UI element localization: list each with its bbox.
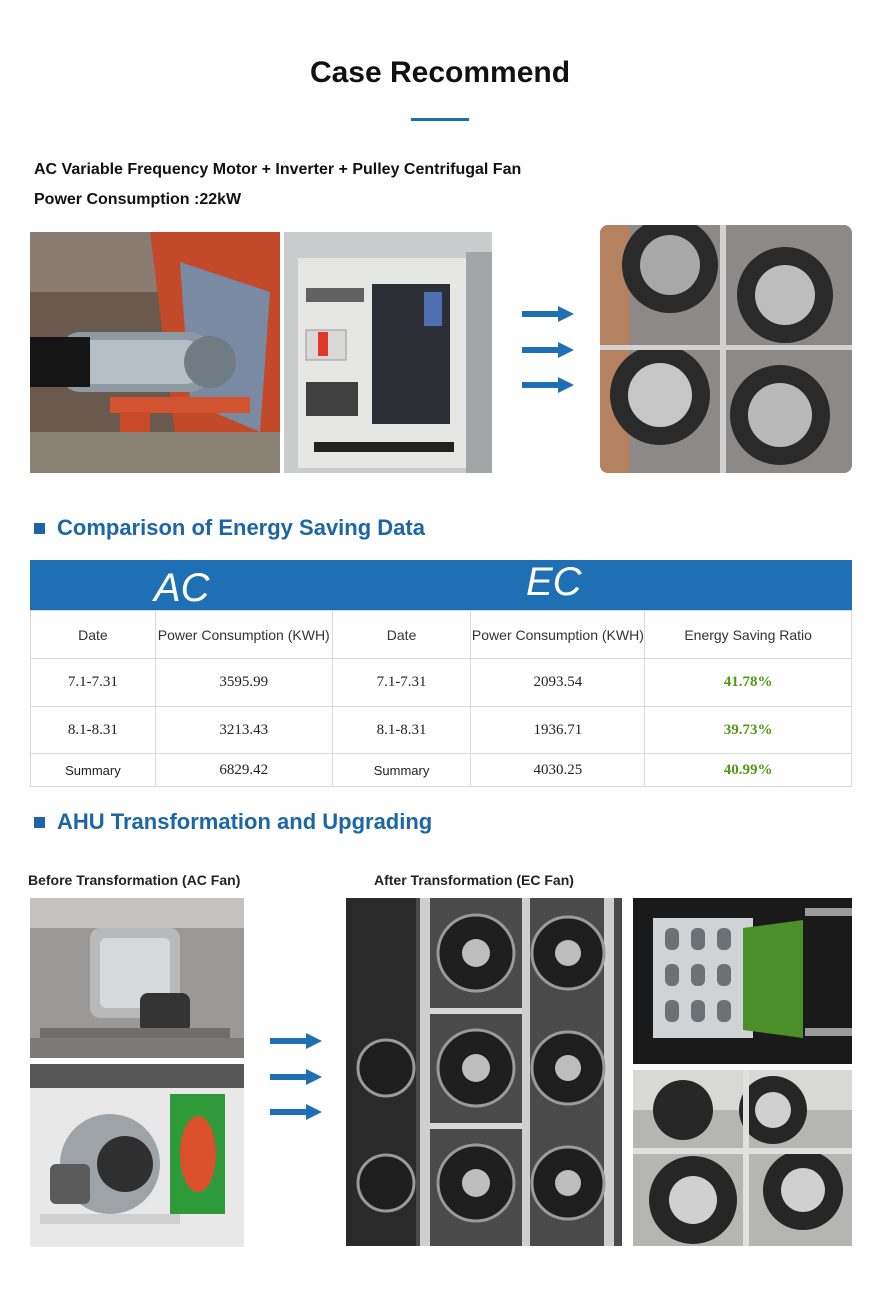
header-cell: Date [31, 611, 156, 659]
section-ahu-heading [34, 809, 432, 835]
table-row [31, 754, 852, 787]
before-ac-fan-photo-2 [30, 1064, 244, 1247]
energy-saving-table [30, 560, 852, 786]
arrow-right-icon [522, 306, 574, 322]
header-cell: Power Consumption (KWH) [471, 611, 645, 659]
subtitle-power: Power Consumption :22kW [34, 191, 242, 208]
section-heading-text: Comparison of Energy Saving Data [57, 515, 425, 540]
table-row [31, 707, 852, 754]
header-cell: Energy Saving Ratio [645, 611, 852, 659]
header-cell: Date [332, 611, 471, 659]
table-cell: 7.1-7.31 [332, 659, 471, 707]
saving-ratio-cell: 41.78% [645, 659, 852, 707]
table-cell: 7.1-7.31 [31, 659, 156, 707]
after-ec-fan-photo-2 [633, 1070, 852, 1246]
ec-fan-array-photo [600, 225, 852, 473]
table-cell: 3213.43 [155, 707, 332, 754]
table-cell: 3595.99 [155, 659, 332, 707]
arrow-right-icon [270, 1033, 322, 1049]
saving-ratio-cell: 40.99% [645, 754, 852, 787]
table-cell: 8.1-8.31 [31, 707, 156, 754]
table-row [31, 659, 852, 707]
saving-ratio-cell: 39.73% [645, 707, 852, 754]
after-caption: After Transformation (EC Fan) [374, 872, 574, 888]
arrow-right-icon [522, 377, 574, 393]
page-title: Case Recommend [309, 56, 571, 89]
table-cell: 4030.25 [471, 754, 645, 787]
table-cell: 8.1-8.31 [332, 707, 471, 754]
table-banner [30, 560, 852, 610]
table-cell: 6829.42 [155, 754, 332, 787]
title-underline [411, 118, 469, 121]
table-cell: 1936.71 [471, 707, 645, 754]
data-table [30, 610, 852, 787]
banner-ac-label: AC [154, 566, 210, 610]
ac-motor-photo [30, 232, 280, 473]
table-cell: 2093.54 [471, 659, 645, 707]
subtitle-config: AC Variable Frequency Motor + Inverter + Pulley Centrifugal Fan [34, 161, 522, 178]
after-ec-fan-wall-photo [346, 898, 622, 1246]
arrow-right-icon [270, 1069, 322, 1085]
section-energy-saving-heading [34, 515, 425, 541]
table-header-row [31, 611, 852, 659]
section-heading-text: AHU Transformation and Upgrading [57, 809, 433, 834]
after-ec-fan-photo-1 [633, 898, 852, 1064]
arrow-right-icon [270, 1104, 322, 1120]
arrow-right-icon [522, 342, 574, 358]
bullet-square-icon [34, 523, 45, 534]
table-cell: Summary [332, 754, 471, 787]
before-ac-fan-photo-1 [30, 898, 244, 1058]
table-cell: Summary [31, 754, 156, 787]
header-cell: Power Consumption (KWH) [155, 611, 332, 659]
banner-ec-label: EC [526, 560, 582, 604]
before-caption: Before Transformation (AC Fan) [28, 872, 241, 888]
bullet-square-icon [34, 817, 45, 828]
inverter-cabinet-photo [284, 232, 492, 473]
